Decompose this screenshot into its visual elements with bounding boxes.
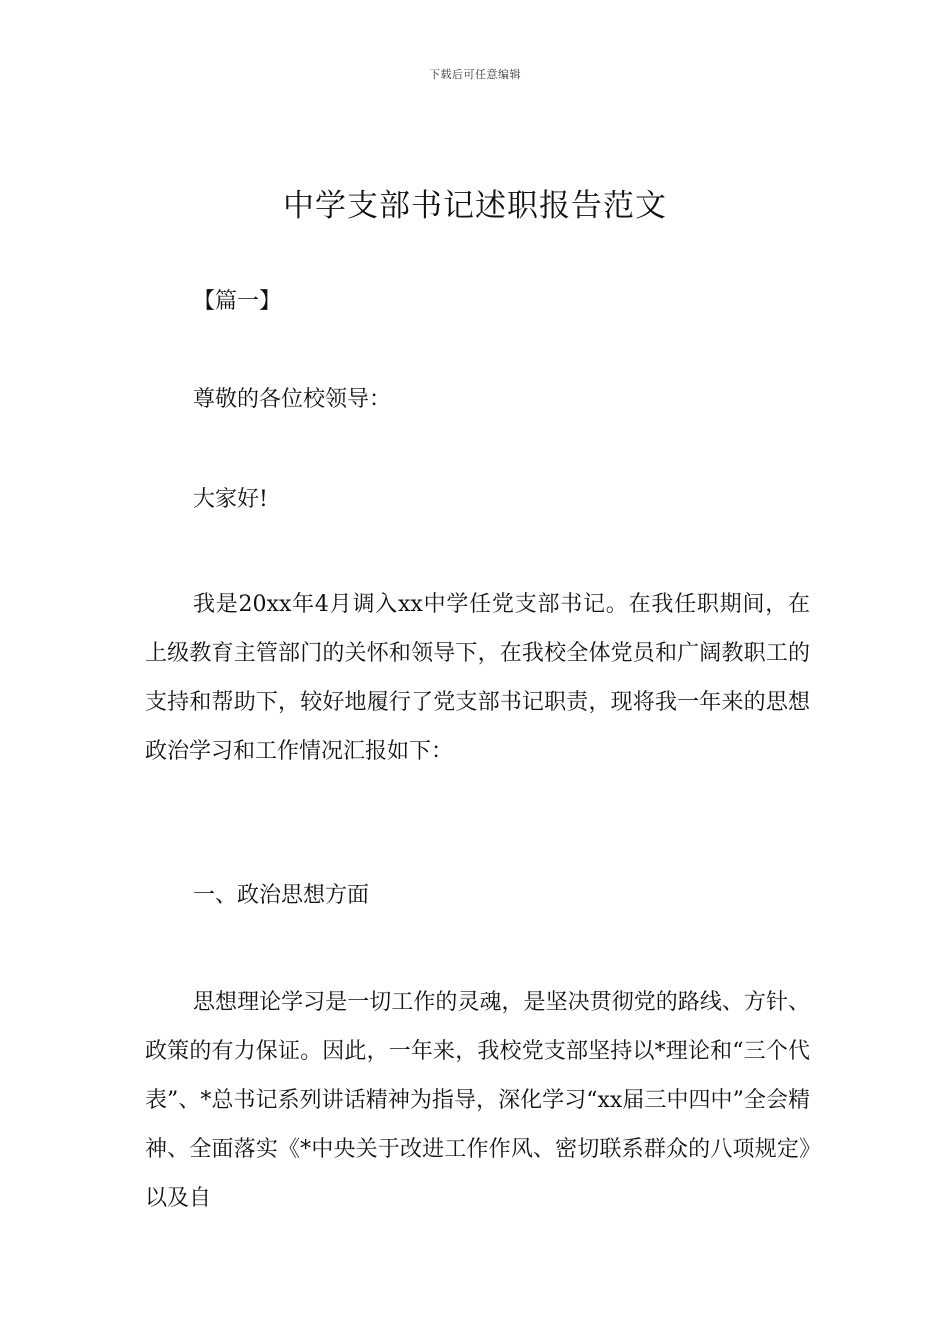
section-heading-1: 一、政治思想方面 [193,883,370,908]
body-paragraph-1: 我是20xx年4月调入xx中学任党支部书记。在我任职期间，在上级教育主管部门的关怀和领导下，在我校全体党员和广阔教职工的支持和帮助下，较好地履行了党支部书记职责，现将我一年来的思想政治学习和工作情况汇报如下： [145,592,810,764]
body-paragraph-2: 思想理论学习是一切工作的灵魂，是坚决贯彻党的路线、方针、政策的有力保证。因此，一年来，我校党支部坚持以*理论和“三个代表”、*总书记系列讲话精神为指导，深化学习“xx届三中四中”全会精神、全面落实《*中央关于改进工作作风、密切联系群众的八项规定》以及自 [145,990,810,1211]
header-note: 下载后可任意编辑 [429,68,521,81]
document-title: 中学支部书记述职报告范文 [283,188,667,224]
salutation: 尊敬的各位校领导： [193,387,392,412]
section-label: 【篇一】 [193,289,282,314]
greeting: 大家好! [193,487,268,512]
